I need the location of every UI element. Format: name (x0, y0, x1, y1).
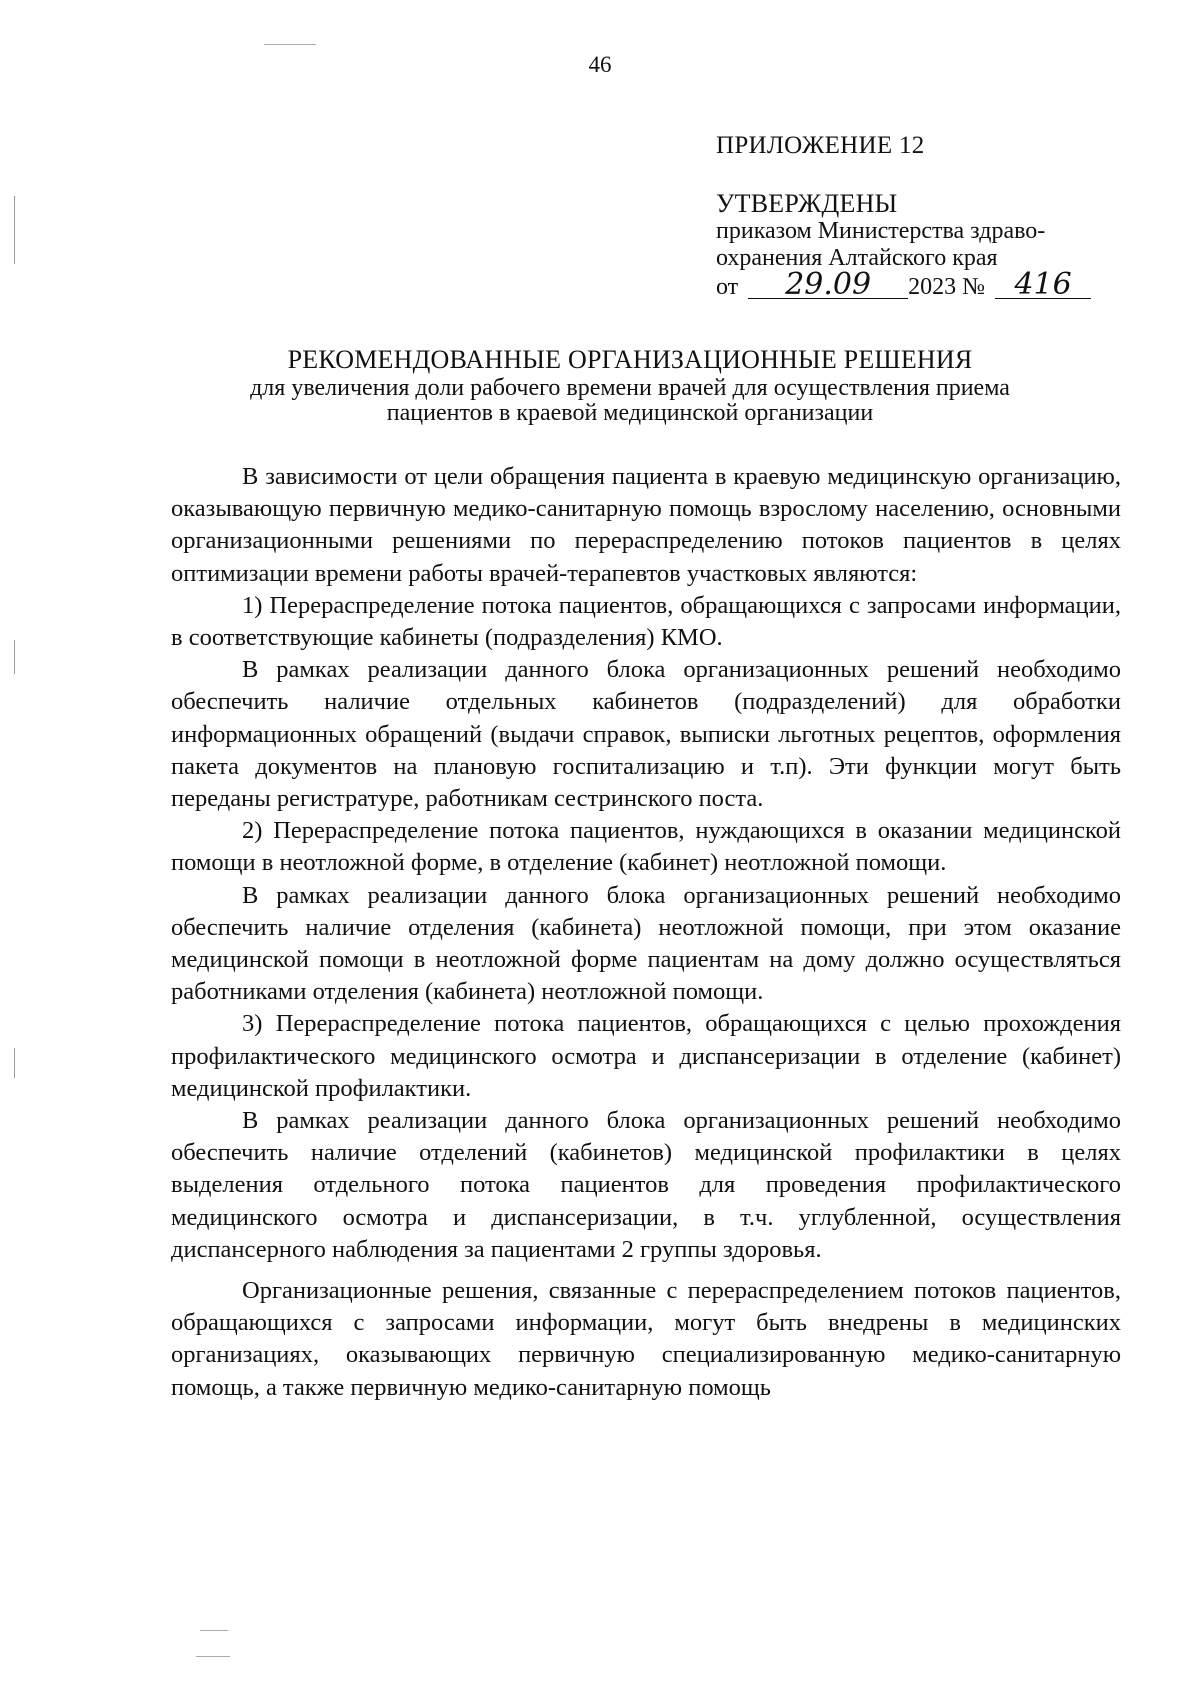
body-paragraph: 3) Перераспределение потока пациентов, обращающихся с целью прохождения профилактического медицинского осмотра и диспансеризации в отделение (кабинет) медицинской профилактики. (171, 1010, 1121, 1102)
document-subtitle (150, 376, 1110, 426)
body-paragraph: 1) Перераспределение потока пациентов, обращающихся с запросами информации, в соответствующие кабинеты (подразделения) КМО. (171, 591, 1121, 652)
appendix-heading: ПРИЛОЖЕНИЕ 12 (716, 132, 925, 159)
scan-edge-mark (14, 640, 15, 674)
from-label: от (716, 274, 739, 300)
year-number-label: 2023 № (908, 274, 986, 300)
handwritten-date: 29.09 (748, 272, 908, 299)
scan-speck (264, 44, 316, 45)
handwritten-order-number: 416 (995, 272, 1091, 299)
approval-title: УТВЕРЖДЕНЫ (716, 189, 898, 218)
subtitle-line: для увеличения доли рабочего времени врачей для осуществления приема (250, 375, 1010, 401)
approval-ministry-line: охранения Алтайского края (716, 245, 998, 271)
approval-date-line (716, 267, 1156, 302)
scan-speck (200, 1630, 228, 1631)
approval-order-line: приказом Министерства здраво- (716, 218, 1046, 244)
document-body (171, 461, 1121, 1404)
scan-edge-mark (14, 196, 15, 264)
scan-edge-mark (14, 1048, 15, 1078)
body-paragraph: В рамках реализации данного блока организационных решений необходимо обеспечить наличие отделения (кабинета) неотложной помощи, при этом оказание медицинской помощи в неотложной форме пациентам на дому должно осуществляться работниками отделения (кабинета) неотложной помощи. (171, 881, 1121, 1006)
body-paragraph: 2) Перераспределение потока пациентов, нуждающихся в оказании медицинской помощи в неотложной форме, в отделение (кабинет) неотложной помощи. (171, 817, 1121, 877)
subtitle-line: пациентов в краевой медицинской организации (386, 400, 874, 426)
body-paragraph: В зависимости от цели обращения пациента в краевую медицинскую организацию, оказывающую первичную медико-санитарную помощь взрослому населению, основными организационными решениями по перераспределению потоков пациентов в целях оптимизации времени работы врачей-терапевтов участковых являются: (171, 463, 1121, 587)
body-paragraph: В рамках реализации данного блока организационных решений необходимо обеспечить наличие отдельных кабинетов (подразделений) для обработки информационных обращений (выдачи справок, выписки льготных рецептов, оформления пакета документов на плановую госпитализацию и т.п). Эти функции могут быть переданы регистратуре, работникам сестринского поста. (171, 656, 1121, 813)
body-paragraph: Организационные решения, связанные с перераспределением потоков пациентов, обращающихся с запросами информации, могут быть внедрены в медицинских организациях, оказывающих первичную специализированную медико-санитарную помощь, а также первичную медико-санитарную помощь (171, 1277, 1121, 1401)
approval-block (716, 190, 1156, 301)
document-title: РЕКОМЕНДОВАННЫЕ ОРГАНИЗАЦИОННЫЕ РЕШЕНИЯ (287, 345, 973, 374)
page-number: 46 (588, 52, 612, 77)
scan-speck (196, 1656, 230, 1657)
body-paragraph: В рамках реализации данного блока организационных решений необходимо обеспечить наличие отделений (кабинетов) медицинской профилактики в целях выделения отдельного потока пациентов для проведения профилактического медицинского осмотра и диспансеризации, в т.ч. углубленной, осуществления диспансерного наблюдения за пациентами 2 группы здоровья. (171, 1107, 1121, 1263)
